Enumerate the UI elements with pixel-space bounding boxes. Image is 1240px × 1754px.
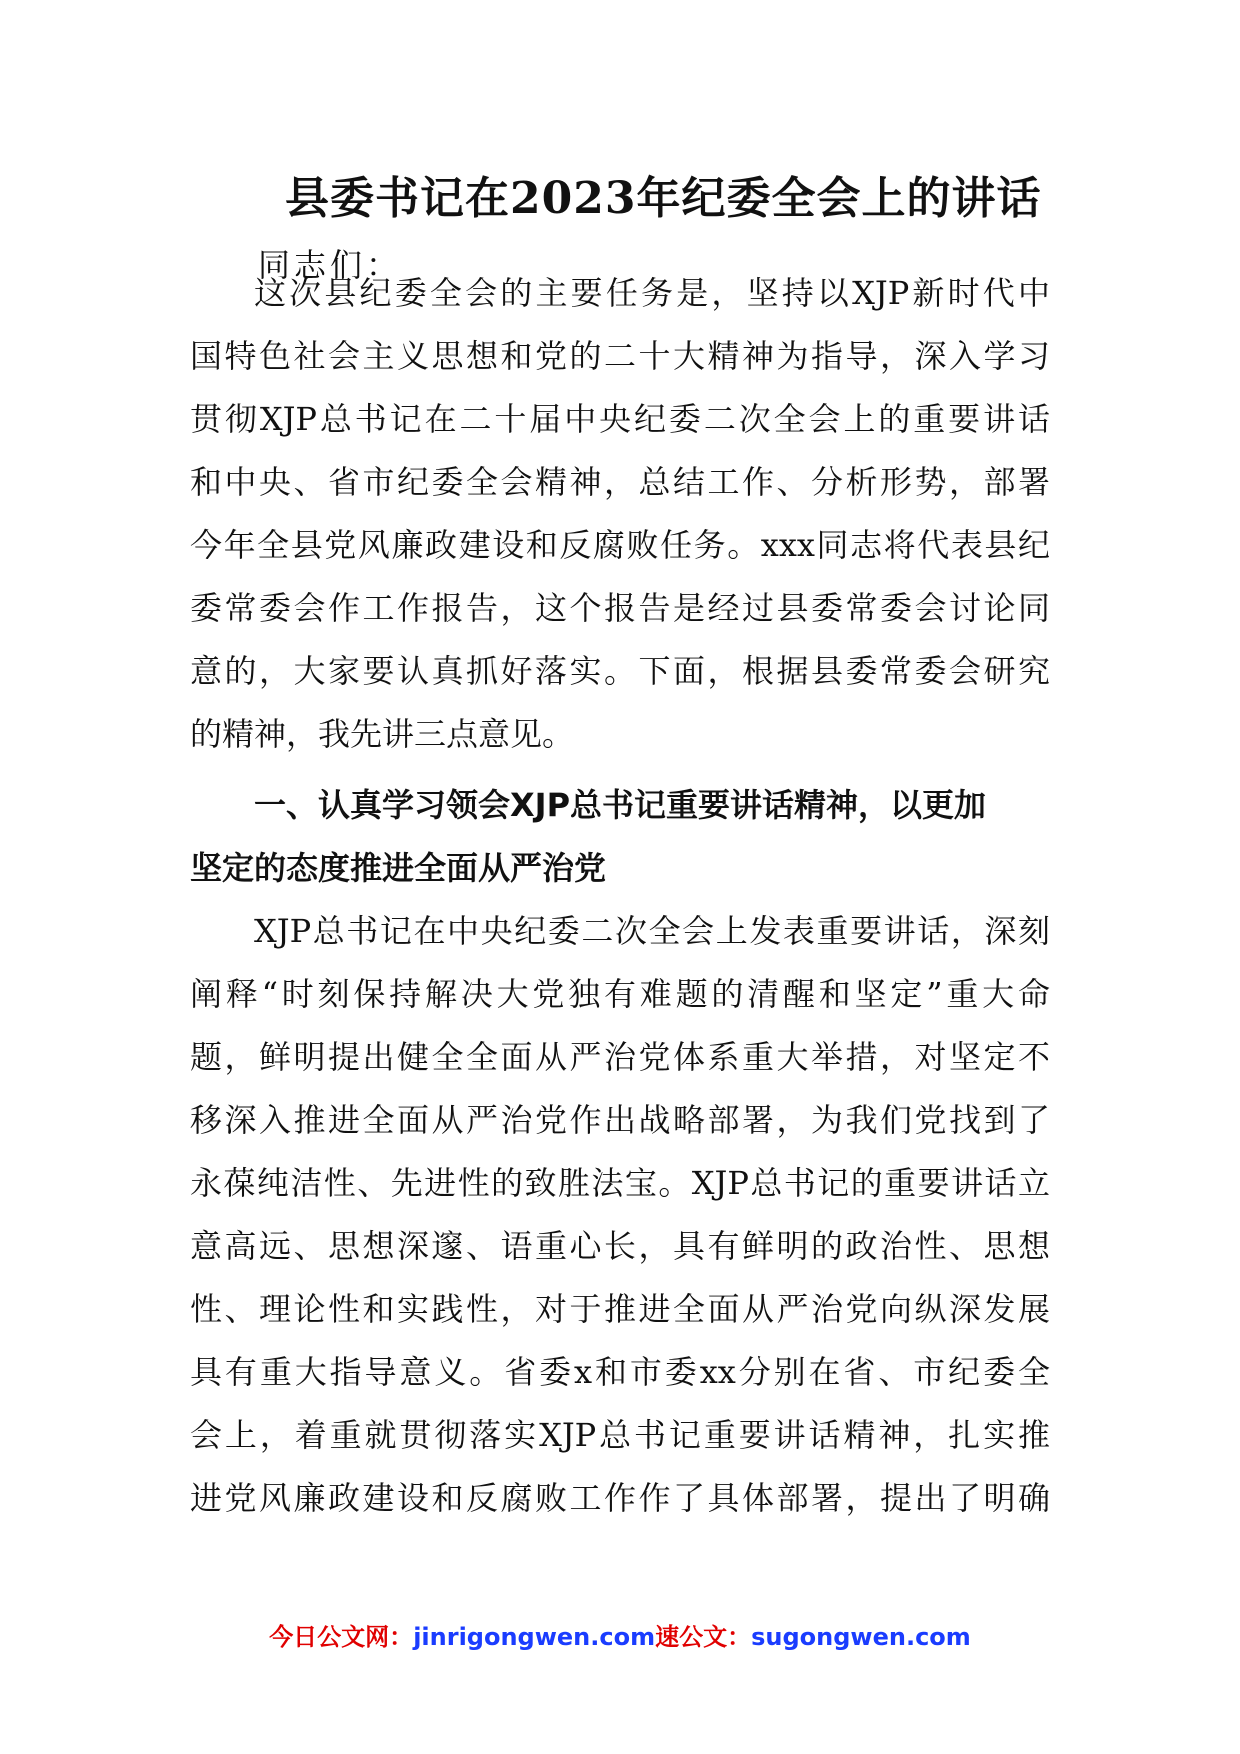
- paragraph-line: 会上，着重就贯彻落实XJP总书记重要讲话精神，扎实推: [190, 1416, 1050, 1454]
- paragraph-line: 移深入推进全面从严治党作出战略部署，为我们党找到了: [190, 1101, 1050, 1139]
- paragraph-line: 贯彻XJP总书记在二十届中央纪委二次全会上的重要讲话: [190, 400, 1050, 438]
- paragraph-line: 的精神，我先讲三点意见。: [190, 715, 575, 753]
- paragraph-line: 意高远、思想深邃、语重心长，具有鲜明的政治性、思想: [190, 1227, 1050, 1265]
- paragraph-line: 今年全县党风廉政建设和反腐败任务。xxx同志将代表县纪: [190, 526, 1050, 564]
- paragraph-2: [190, 900, 1050, 1530]
- paragraph-line: 这次县纪委全会的主要任务是，坚持以XJP新时代中: [254, 274, 1050, 312]
- site1-link[interactable]: jinrigongwen.com: [413, 1623, 656, 1651]
- paragraph-line: 性、理论性和实践性，对于推进全面从严治党向纵深发展: [190, 1290, 1050, 1328]
- salutation: 同志们：: [258, 246, 403, 284]
- heading-line: 一、认真学习领会XJP总书记重要讲话精神，以更加: [254, 786, 987, 824]
- site1-label: 今日公文网：: [269, 1623, 414, 1651]
- paragraph-line: 具有重大指导意义。省委x和市委xx分别在省、市纪委全: [190, 1353, 1050, 1391]
- site2-label: 速公文：: [655, 1623, 752, 1651]
- paragraph-line: XJP总书记在中央纪委二次全会上发表重要讲话，深刻: [254, 912, 1050, 950]
- footer-watermark: [0, 1617, 1240, 1652]
- paragraph-line: 阐释“时刻保持解决大党独有难题的清醒和坚定”重大命: [190, 975, 1050, 1013]
- section-heading-1: [190, 774, 1050, 900]
- site2-link[interactable]: sugongwen.com: [751, 1623, 971, 1651]
- paragraph-line: 进党风廉政建设和反腐败工作作了具体部署，提出了明确: [190, 1479, 1050, 1517]
- paragraph-line: 和中央、省市纪委全会精神，总结工作、分析形势，部署: [190, 463, 1050, 501]
- paragraph-line: 意的，大家要认真抓好落实。下面，根据县委常委会研究: [190, 652, 1050, 690]
- document-title: 县委书记在2023年纪委全会上的讲话: [285, 173, 1042, 224]
- paragraph-line: 委常委会作工作报告，这个报告是经过县委常委会讨论同: [190, 589, 1050, 627]
- paragraph-1: [190, 262, 1050, 766]
- paragraph-line: 题，鲜明提出健全全面从严治党体系重大举措，对坚定不: [190, 1038, 1050, 1076]
- paragraph-line: 永葆纯洁性、先进性的致胜法宝。XJP总书记的重要讲话立: [190, 1164, 1050, 1202]
- paragraph-line: 国特色社会主义思想和党的二十大精神为指导，深入学习: [190, 337, 1050, 375]
- heading-line: 坚定的态度推进全面从严治党: [190, 849, 607, 887]
